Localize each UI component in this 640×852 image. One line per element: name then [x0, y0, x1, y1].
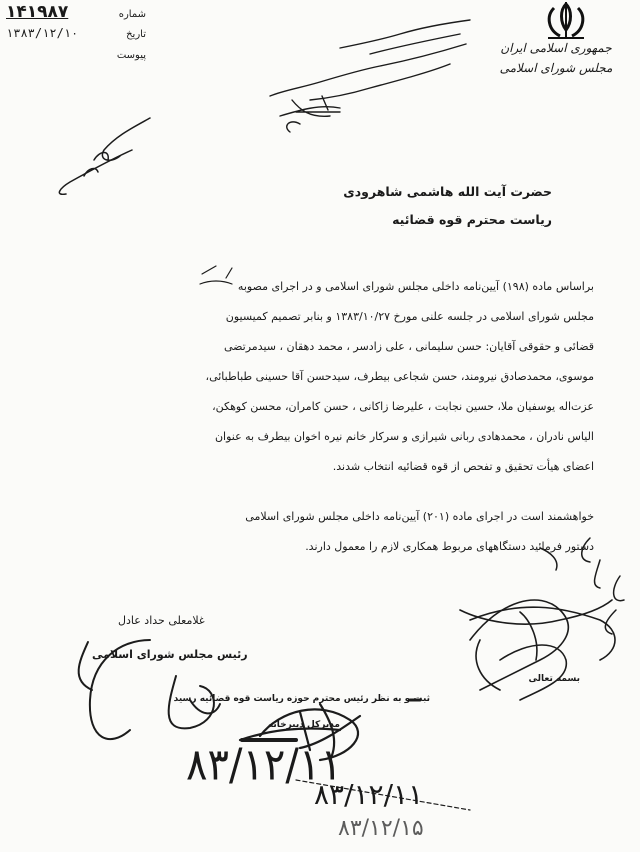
body-paragraph-2 [46, 502, 594, 562]
meta-attachment-row [6, 50, 146, 74]
body-line: عزت‌اله یوسفیان ملا، حسین نجابت ، علیرضا زاکانی ، حسن کامران، محسن کوهکن، [212, 400, 594, 413]
iran-emblem-icon [530, 0, 602, 40]
recipient [343, 178, 552, 234]
letterhead [486, 38, 626, 78]
signatory-title: رئیس مجلس شورای اسلامی [92, 648, 248, 661]
meta-number-row [6, 2, 146, 26]
body-line: مجلس شورای اسلامی در جلسه علنی مورخ ۱۳۸۳/۱۰/۲۷ و بنابر تصمیم کمیسیون [225, 310, 594, 323]
body-line: اعضای هیأت تحقیق و تفحص از قوه قضائیه انتخاب شدند. [332, 460, 594, 473]
handwritten-date-3: ۸۳/۱۲/۱۵ [338, 816, 424, 841]
stamp-received-label: بسمه تعالی [528, 674, 580, 684]
meta-attachment-label: پیوست [116, 50, 146, 61]
handwritten-date-large: ۸۳/۱۲/۱۱ [186, 739, 342, 791]
body-paragraph-1 [46, 272, 594, 482]
body-line: موسوی، محمدصادق نیرومند، حسن شجاعی بیطرف، سیدحسن آقا حسینی طباطبائی، [205, 370, 594, 383]
body-line: دستور فرمائید دستگاههای مربوط همکاری لازم را معمول دارند. [305, 540, 594, 553]
recipient-line-1: حضرت آیت الله هاشمی شاهرودی [343, 184, 552, 199]
stamp-registration: ثبت و به نظر رئیس محترم حوزه ریاست قوه قضائیه رسید [173, 694, 430, 704]
signatory-name: غلامعلی حداد عادل [118, 614, 205, 627]
handwritten-note-left [59, 118, 150, 194]
meta-number-label: شماره [118, 9, 146, 20]
meta-date-value: ۱۳۸۳/۱۲/۱۰ [6, 26, 79, 40]
meta-date-row [6, 26, 146, 50]
body-line: خواهشمند است در اجرای ماده (۲۰۱) آیین‌نامه داخلی مجلس شورای اسلامی [245, 510, 594, 523]
body-line: الیاس نادران ، محمدهادی ربانی شیرازی و سرکار خانم نیره اخوان بیطرف به عنوان [214, 430, 594, 443]
letterhead-country: جمهوری اسلامی ایران [500, 41, 612, 55]
handwritten-note-top [270, 20, 470, 132]
meta-date-label: تاریخ [126, 29, 146, 40]
letterhead-institution: مجلس شورای اسلامی [499, 61, 613, 75]
recipient-line-2: ریاست محترم قوه قضائیه [392, 212, 552, 227]
handwritten-date-2: ۸۳/۱۲/۱۱ [314, 778, 424, 811]
body-line: براساس ماده (۱۹۸) آیین‌نامه داخلی مجلس شورای اسلامی و در اجرای مصوبه [237, 280, 594, 293]
meta-number-value: ۱۴۱۹۸۷ [6, 2, 69, 22]
signature-scribble-right [460, 600, 615, 700]
body-line: قضائی و حقوقی آقایان: حسن سلیمانی ، علی زادسر ، محمد دهقان ، سیدمرتضی [223, 340, 594, 353]
letter-meta [6, 2, 146, 74]
stamp-director: مدیرکل دبیرخانه [267, 720, 340, 730]
